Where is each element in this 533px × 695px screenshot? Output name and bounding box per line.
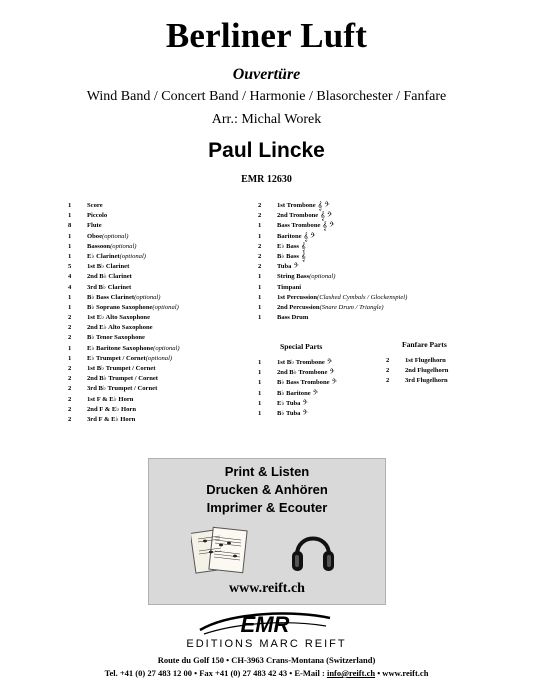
part-name: Timpani xyxy=(277,283,302,291)
special-parts-heading: Special Parts xyxy=(280,342,323,351)
contact-phone-fax: Tel. +41 (0) 27 483 12 00 • Fax +41 (0) 27 483 42 43 • E-Mail : xyxy=(104,668,327,678)
part-quantity: 1 xyxy=(68,344,72,352)
part-name: 2nd F & E♭ Horn xyxy=(87,405,137,413)
parts-list-right xyxy=(258,201,407,323)
part-quantity: 2 xyxy=(68,405,72,413)
promo-line-drucken: Drucken & Anhören xyxy=(206,482,328,497)
publisher-address: Route du Golf 150 • CH-3963 Crans-Montana (Switzerland) xyxy=(157,655,376,665)
clef-icon: 𝄢 xyxy=(293,262,299,272)
svg-text:EMR: EMR xyxy=(240,612,290,637)
part-quantity: 1 xyxy=(68,242,72,250)
part-row xyxy=(68,272,180,282)
part-quantity: 1 xyxy=(68,252,72,260)
part-row xyxy=(258,389,337,399)
part-name: 2nd B♭ Trombone xyxy=(277,369,328,377)
part-quantity: 4 xyxy=(68,273,72,281)
print-listen-banner[interactable] xyxy=(148,458,386,605)
part-name: 1st E♭ Alto Saxophone xyxy=(87,314,151,322)
part-row xyxy=(68,283,180,293)
part-quantity: 1 xyxy=(68,212,72,220)
piece-subtitle: Ouvertüre xyxy=(232,66,301,83)
part-name: B♭ Bass xyxy=(277,252,299,260)
clef-icon: 𝄢 xyxy=(331,378,337,388)
part-name: 1st B♭ Trombone xyxy=(277,359,325,366)
part-row xyxy=(68,232,180,242)
part-quantity: 1 xyxy=(258,314,262,322)
part-quantity: 5 xyxy=(68,263,72,271)
special-parts-list xyxy=(258,358,337,419)
part-quantity: 2 xyxy=(68,314,72,322)
part-name: Bass Trombone xyxy=(277,222,321,230)
part-row xyxy=(258,201,407,211)
part-row xyxy=(68,221,180,231)
part-quantity: 1 xyxy=(258,222,262,230)
part-name: 1st Percussion xyxy=(277,293,317,301)
part-name: B♭ Tenor Saxophone xyxy=(87,334,145,342)
part-name: Bassoon xyxy=(87,242,111,250)
part-name: 3rd B♭ Trumpet / Cornet xyxy=(87,385,158,393)
part-row xyxy=(68,293,180,303)
part-row xyxy=(68,313,180,323)
email-link[interactable]: info@reift.ch xyxy=(326,668,376,678)
publisher-name: EDITIONS MARC REIFT xyxy=(186,638,347,650)
parts-list-left xyxy=(68,201,180,425)
part-name: E♭ Bass xyxy=(277,242,299,250)
part-name: 1st F & E♭ Horn xyxy=(87,395,134,403)
ensemble-list: Wind Band / Concert Band / Harmonie / Blasorchester / Fanfare xyxy=(86,89,447,104)
arranger-credit: Arr.: Michal Worek xyxy=(211,112,322,127)
part-row xyxy=(68,242,180,252)
part-quantity: 2 xyxy=(258,263,262,271)
part-optional-note: (optional) xyxy=(145,354,173,362)
part-name: 3rd B♭ Clarinet xyxy=(87,283,132,291)
part-row xyxy=(386,356,448,366)
part-quantity: 2 xyxy=(68,385,72,393)
part-quantity: 1 xyxy=(258,283,262,291)
part-name: Score xyxy=(87,202,103,209)
part-row xyxy=(258,303,407,313)
part-row xyxy=(258,409,337,419)
part-quantity: 2 xyxy=(258,242,262,250)
part-quantity: 1 xyxy=(258,389,262,397)
part-row xyxy=(68,415,180,425)
emr-logo-icon xyxy=(190,608,340,638)
part-name: String Bass xyxy=(277,273,310,281)
promo-url-link[interactable]: www.reift.ch xyxy=(229,581,305,596)
part-name: 1st B♭ Clarinet xyxy=(87,263,130,271)
part-optional-note: (optional) xyxy=(102,232,129,240)
part-row xyxy=(68,395,180,405)
part-name: 3rd Flugelhorn xyxy=(405,377,448,385)
part-name: B♭ Bass Trombone xyxy=(277,379,330,387)
part-name: B♭ Soprano Saxophone xyxy=(87,303,153,311)
part-row xyxy=(258,252,407,262)
part-quantity: 1 xyxy=(258,232,262,240)
part-name: 2nd B♭ Trumpet / Cornet xyxy=(87,375,159,383)
clef-icon: 𝄞 xyxy=(300,251,306,261)
part-quantity: 2 xyxy=(68,395,72,403)
clef-icon: 𝄢 xyxy=(326,358,332,367)
part-name: 2nd B♭ Clarinet xyxy=(87,273,132,281)
part-row xyxy=(258,358,337,368)
publisher-contact xyxy=(0,668,533,678)
headphones-icon xyxy=(289,525,337,575)
part-name: 2nd Flugelhorn xyxy=(405,367,449,375)
part-quantity: 2 xyxy=(258,252,262,260)
part-name: 2nd E♭ Alto Saxophone xyxy=(87,324,153,332)
part-row xyxy=(258,283,407,293)
clef-icon: 𝄢 xyxy=(302,398,308,408)
part-row xyxy=(68,354,180,364)
part-quantity: 2 xyxy=(386,377,390,385)
fanfare-parts-heading: Fanfare Parts xyxy=(402,340,447,349)
part-name: E♭ Tuba xyxy=(277,399,301,407)
part-name: Oboe xyxy=(87,232,103,240)
part-quantity: 1 xyxy=(68,232,72,240)
part-quantity: 1 xyxy=(68,303,72,311)
part-row xyxy=(68,323,180,333)
part-row xyxy=(258,313,407,323)
part-name: Bass Drum xyxy=(277,314,309,322)
part-name: B♭ Baritone xyxy=(277,389,311,397)
part-instrument-note: (Clashed Cymbals / Glockenspiel) xyxy=(317,293,408,301)
part-quantity: 1 xyxy=(258,399,262,407)
clef-icon: 𝄞 𝄢 xyxy=(303,231,316,241)
part-row xyxy=(68,262,180,272)
fanfare-parts-list xyxy=(386,356,448,387)
part-name: Flute xyxy=(87,222,102,230)
part-row xyxy=(258,272,407,282)
part-name: E♭ Clarinet xyxy=(87,252,120,260)
clef-icon: 𝄢 xyxy=(312,388,318,398)
part-quantity: 1 xyxy=(258,409,262,417)
part-quantity: 1 xyxy=(68,293,72,301)
part-optional-note: (optional) xyxy=(110,242,137,250)
part-optional-note: (optional) xyxy=(152,303,179,311)
part-name: 2nd Trombone xyxy=(277,212,319,220)
clef-icon: 𝄞 xyxy=(300,241,306,251)
part-row xyxy=(68,374,180,384)
part-name: 1st B♭ Trumpet / Cornet xyxy=(87,365,156,372)
clef-icon: 𝄞 𝄢 xyxy=(320,211,333,221)
part-name: Baritone xyxy=(277,232,302,240)
clef-icon: 𝄢 xyxy=(302,408,308,418)
part-quantity: 1 xyxy=(258,369,262,377)
part-row xyxy=(386,366,448,376)
sheet-music-icon xyxy=(191,525,253,575)
part-name: 1st Trombone xyxy=(277,202,316,209)
part-row xyxy=(258,399,337,409)
clef-icon: 𝄞 𝄢 xyxy=(317,201,330,210)
part-quantity: 8 xyxy=(68,222,72,230)
part-quantity: 2 xyxy=(68,375,72,383)
part-row xyxy=(68,211,180,221)
composer-name: Paul Lincke xyxy=(208,139,325,162)
part-row xyxy=(258,378,337,388)
part-quantity: 2 xyxy=(68,334,72,342)
part-name: E♭ Baritone Saxophone xyxy=(87,344,154,352)
part-quantity: 1 xyxy=(258,379,262,387)
part-row xyxy=(386,376,448,386)
catalog-number: EMR 12630 xyxy=(241,174,292,185)
part-name: E♭ Trumpet / Cornet xyxy=(87,354,146,362)
part-row xyxy=(68,344,180,354)
contact-website[interactable]: • www.reift.ch xyxy=(375,668,429,678)
part-name: 1st Flugelhorn xyxy=(405,357,446,364)
clef-icon: 𝄢 xyxy=(329,368,335,378)
part-row xyxy=(258,232,407,242)
part-optional-note: (optional) xyxy=(119,252,146,260)
part-quantity: 1 xyxy=(258,293,262,301)
part-name: B♭ Bass Clarinet xyxy=(87,293,135,301)
part-name: B♭ Tuba xyxy=(277,409,301,417)
part-row xyxy=(68,405,180,415)
part-row xyxy=(258,211,407,221)
part-row xyxy=(68,333,180,343)
part-quantity: 1 xyxy=(258,303,262,311)
part-quantity: 1 xyxy=(258,359,262,366)
part-row xyxy=(68,303,180,313)
part-quantity: 4 xyxy=(68,283,72,291)
part-row xyxy=(68,201,180,211)
part-name: Piccolo xyxy=(87,212,108,220)
part-quantity: 2 xyxy=(68,324,72,332)
promo-line-print-listen: Print & Listen xyxy=(224,464,310,479)
part-quantity: 2 xyxy=(258,202,262,209)
part-optional-note: (optional) xyxy=(134,293,161,301)
promo-line-imprimer: Imprimer & Ecouter xyxy=(206,500,328,515)
part-row xyxy=(68,252,180,262)
part-row xyxy=(258,293,407,303)
part-quantity: 1 xyxy=(258,273,262,281)
part-row xyxy=(258,221,407,231)
part-row xyxy=(68,364,180,374)
part-instrument-note: (Snare Drum / Triangle) xyxy=(319,303,384,311)
part-optional-note: (optional) xyxy=(309,273,336,281)
part-name: 3rd F & E♭ Horn xyxy=(87,415,136,423)
part-name: 2nd Percussion xyxy=(277,303,320,311)
part-quantity: 2 xyxy=(68,415,72,423)
part-quantity: 2 xyxy=(386,357,390,364)
part-quantity: 2 xyxy=(68,365,72,372)
part-row xyxy=(258,368,337,378)
part-optional-note: (optional) xyxy=(153,344,180,352)
clef-icon: 𝄞 𝄢 xyxy=(322,221,335,231)
piece-title: Berliner Luft xyxy=(165,16,368,55)
part-name: Tuba xyxy=(277,263,292,271)
part-row xyxy=(258,262,407,272)
part-quantity: 1 xyxy=(68,202,72,209)
part-row xyxy=(68,384,180,394)
part-row xyxy=(258,242,407,252)
part-quantity: 2 xyxy=(258,212,262,220)
part-quantity: 1 xyxy=(68,354,72,362)
part-quantity: 2 xyxy=(386,367,390,375)
